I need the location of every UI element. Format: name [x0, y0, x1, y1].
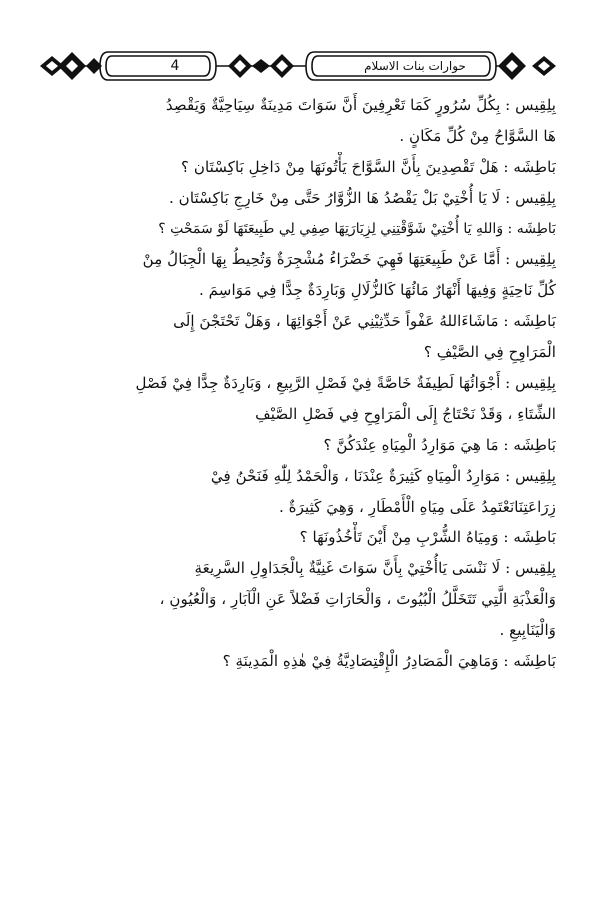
text-line: بِلِقِيس : أَمَّا عَنْ طَبِيعَتِهَا فَهِيَ خَضْرَاءُ مُشْجِرَةٌ وَتُحِيطُ بِهَا الْجِبَالُ مِنْ	[142, 250, 556, 269]
text-line: الشِّتَاءِ ، وَقَدْ نَحْتَاجُ إِلَى الْمَرَاوِحِ فِي فَصْلِ الصَّيْفِ	[255, 404, 556, 423]
text-line: هَا السَّوَّاحُ مِنْ كُلِّ مَكَانٍ .	[399, 126, 556, 145]
text-line: بَاطِشَه : وَاللهِ يَا أُخْتِيْ شَوَّقْتِنِي لِزِيَارَتِهَا صِفِي لِي طَبِيعَتَهَا لَوْ سَمَحْتِ ؟	[158, 220, 556, 237]
page-header	[38, 44, 558, 88]
dialogue-text	[42, 90, 556, 677]
ornament-border-icon	[38, 44, 558, 88]
text-line: بِلِقِيس : أَجْوَائُهَا لَطِيفَةٌ خَاصَّةً فِيْ فَصْلِ الرَّبِيعِ ، وَبَارِدَةٌ جِدًّا فِيْ فَصْلِ	[135, 374, 556, 393]
text-line: بَاطِشَه : وَمَاهِيَ الْمَصَادِرُ الْإِقْتِصَادِيَّةُ فِيْ هٰذِهِ الْمَدِينَةِ ؟	[222, 652, 556, 671]
text-line: بَاطِشَه : وَمِيَاهُ الشُّرْبِ مِنْ أَيْنَ تَأْخُذُونَهَا ؟	[299, 528, 556, 547]
text-line: وَالْعَذْبَةِ الَّتِي تَتَخَلَّلُ الْبُيُوتَ ، وَالْحَارَاتِ فَضْلاً عَنِ الْآبَارِ ، وَالْعُيُونِ ،	[159, 590, 556, 609]
text-line: بِلِقِيس : لَا نَنْسَى يَاأُخْتِيْ بِأَنَّ سَوَاتَ غَنِيَّةٌ بِالْجَدَاوِلِ السَّرِيعَةِ	[194, 559, 556, 578]
text-line: بِلِقِيس : لَا يَا أُخْتِيْ بَلْ يَقْصُدُ هَا الزُّوَّارُ حَتَّى مِنْ خَارِجِ بَاكِسْتَان .	[169, 188, 556, 207]
text-line: بَاطِشَه : مَاشَاءَاللهُ عَفْواً حَدِّثِيْنِي عَنْ أَجْوَائِهَا ، وَهَلْ تَحْتَجْنَ إِلَى	[173, 312, 556, 331]
text-line: بَاطِشَه : هَلْ تَقْصِدِينَ بِأَنَّ السَّوَّاحَ يَأْتُونَهَا مِنْ دَاخِلِ بَاكِسْتَان ؟	[180, 157, 556, 176]
text-line: بِلِقِيس : بِكُلِّ سُرُورٍ كَمَا تَعْرِفِينَ أَنَّ سَوَاتَ مَدِينَةٌ سِيَاحِيَّةٌ وَيَقْصِدُ	[165, 96, 556, 114]
text-line: وَالْيَنَابِيعِ .	[499, 621, 556, 640]
text-line: بِلِقِيس : مَوَارِدُ الْمِيَاهِ كَثِيرَةٌ عِنْدَنَا ، وَالْحَمْدُ لِلّٰهِ فَنَحْنُ فِيْ	[210, 466, 556, 485]
text-line: بَاطِشَه : مَا هِيَ مَوَارِدُ الْمِيَاهِ عِنْدَكُنَّ ؟	[323, 435, 556, 454]
page-number: 4	[170, 58, 180, 74]
text-line: الْمَرَاوِحِ فِي الصَّيْفِ ؟	[423, 343, 556, 362]
text-line: كُلِّ نَاحِيَةٍ وَفِيهَا أَنْهَارٌ مَائُهَا كَالزُّلَالِ وَبَارِدَةٌ جِدًّا فِي مَوَاسِمَ .	[199, 281, 556, 300]
running-title: حوارات بنات الاسلام	[364, 59, 466, 73]
text-line: زِرَاعَتِنَانَعْتَمِدُ عَلَى مِيَاهِ الْأَمْطَارِ ، وَهِيَ كَثِيرَةٌ .	[279, 497, 556, 516]
